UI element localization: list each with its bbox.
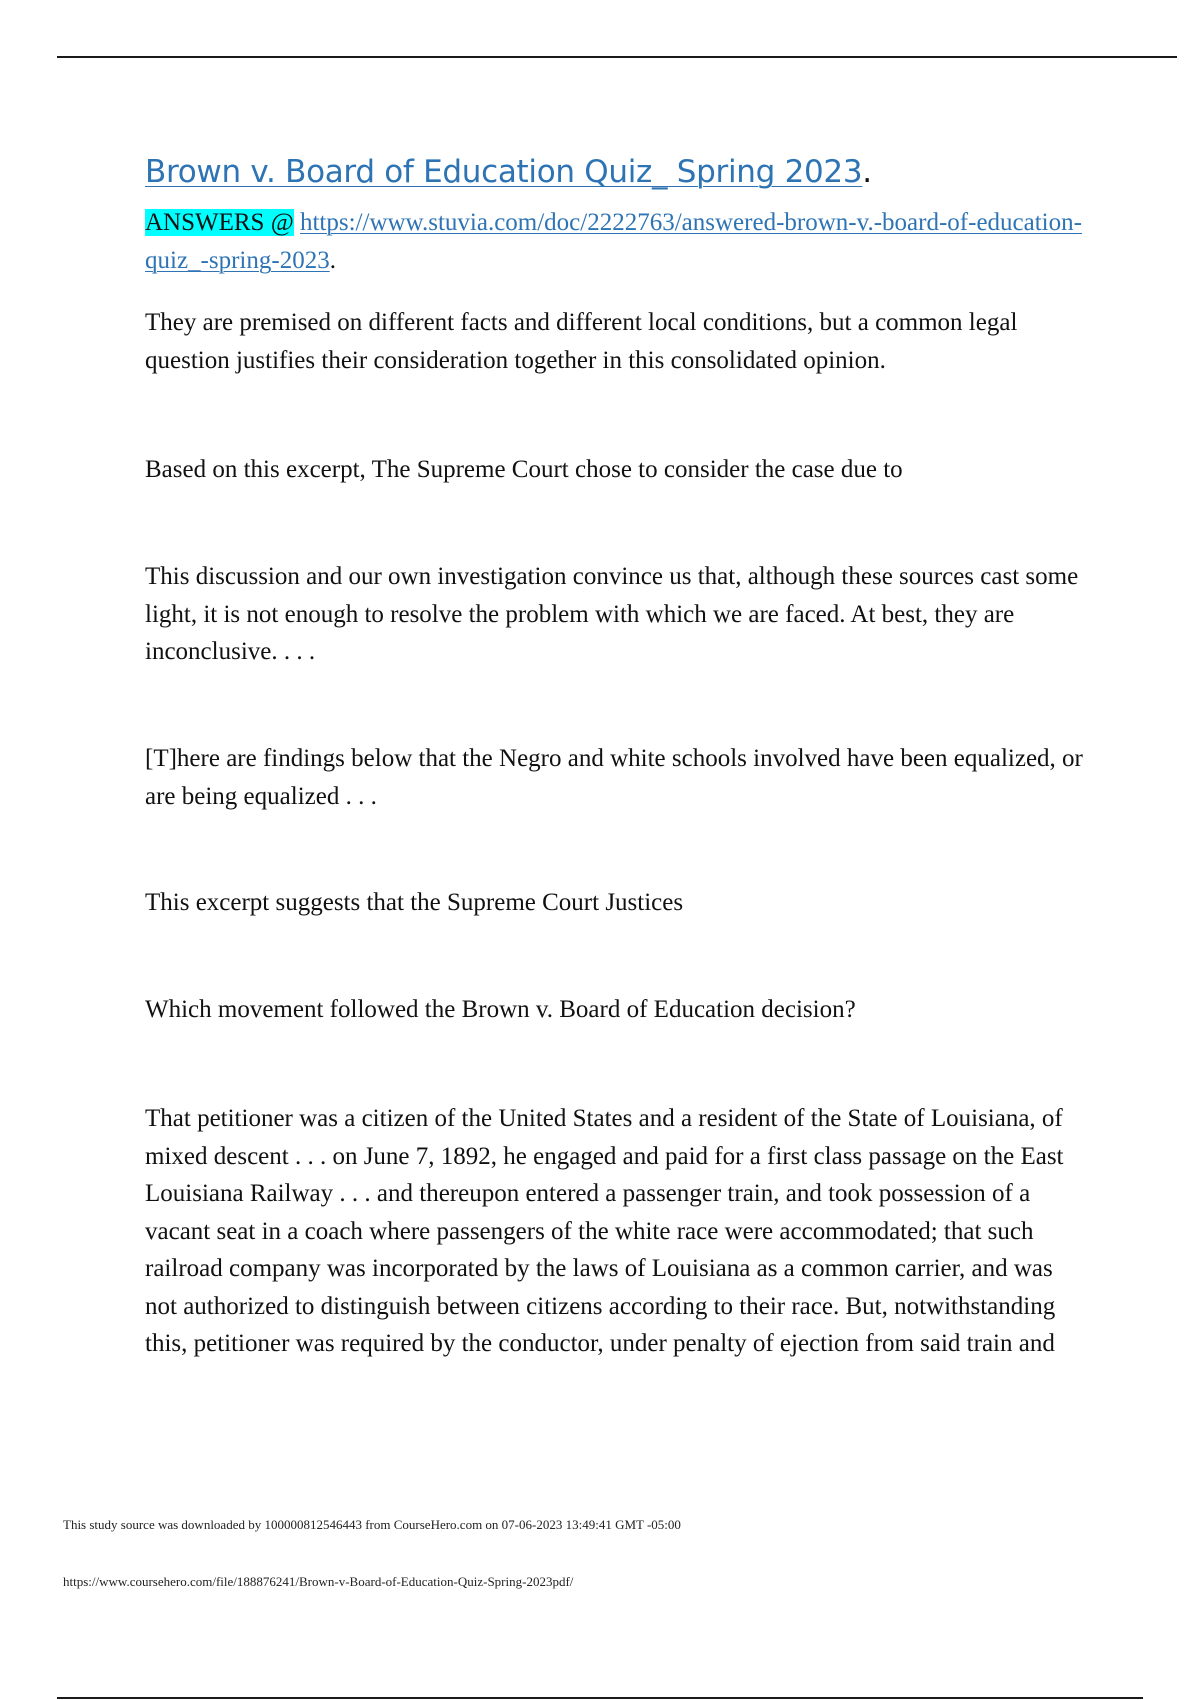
answers-suffix: .: [329, 247, 336, 274]
top-rule: [57, 56, 1177, 58]
document-title: [145, 148, 1090, 196]
download-notice: This study source was downloaded by 100000812546443 from CourseHero.com on 07-06-2023 13:49:41 GMT -05:00: [63, 1517, 681, 1532]
answers-line: [145, 204, 1090, 280]
document-body: [145, 148, 1090, 1357]
title-link[interactable]: Brown v. Board of Education Quiz_ Spring 2023: [145, 154, 863, 190]
paragraph-petitioner-excerpt: That petitioner was a citizen of the United States and a resident of the State of Louisiana, of mixed descent . . . on June 7, 1892, he engaged and paid for a first class passage on the East Louisiana Railway . . . and thereupon entered a passenger train, and took possession of a vacant seat in a coach where passengers of the white race were accommodated; that such railroad company was incorporated by the laws of Louisiana as a common carrier, and was not authorized to distinguish between citizens according to their race. But, notwithstanding this, petitioner was required by the conductor, under penalty of ejection from said train and: [145, 1105, 1064, 1357]
title-suffix: .: [862, 154, 872, 190]
question-justices-excerpt: This excerpt suggests that the Supreme Court Justices: [145, 889, 684, 916]
question-supreme-court-reason: Based on this excerpt, The Supreme Court chose to consider the case due to: [145, 456, 903, 483]
question-movement-followed: Which movement followed the Brown v. Board of Education decision?: [145, 996, 856, 1023]
paragraph-equalized-schools: [T]here are findings below that the Negro and white schools involved have been equalized, or are being equalized . . .: [145, 745, 1083, 810]
source-url[interactable]: https://www.coursehero.com/file/188876241/Brown-v-Board-of-Education-Quiz-Spring-2023pdf/: [63, 1574, 574, 1589]
answers-label: ANSWERS @: [145, 209, 294, 236]
bottom-rule: [57, 1697, 1143, 1699]
paragraph-consolidated-opinion: They are premised on different facts and different local conditions, but a common legal question justifies their consideration together in this consolidated opinion.: [145, 309, 1018, 374]
paragraph-investigation-excerpt: This discussion and our own investigation convince us that, although these sources cast some light, it is not enough to resolve the problem with which we are faced. At best, they are inconclusive. . . .: [145, 563, 1079, 665]
answers-link[interactable]: https://www.stuvia.com/doc/2222763/answered-brown-v.-board-of-education-quiz_-spring-2023: [145, 209, 1082, 274]
